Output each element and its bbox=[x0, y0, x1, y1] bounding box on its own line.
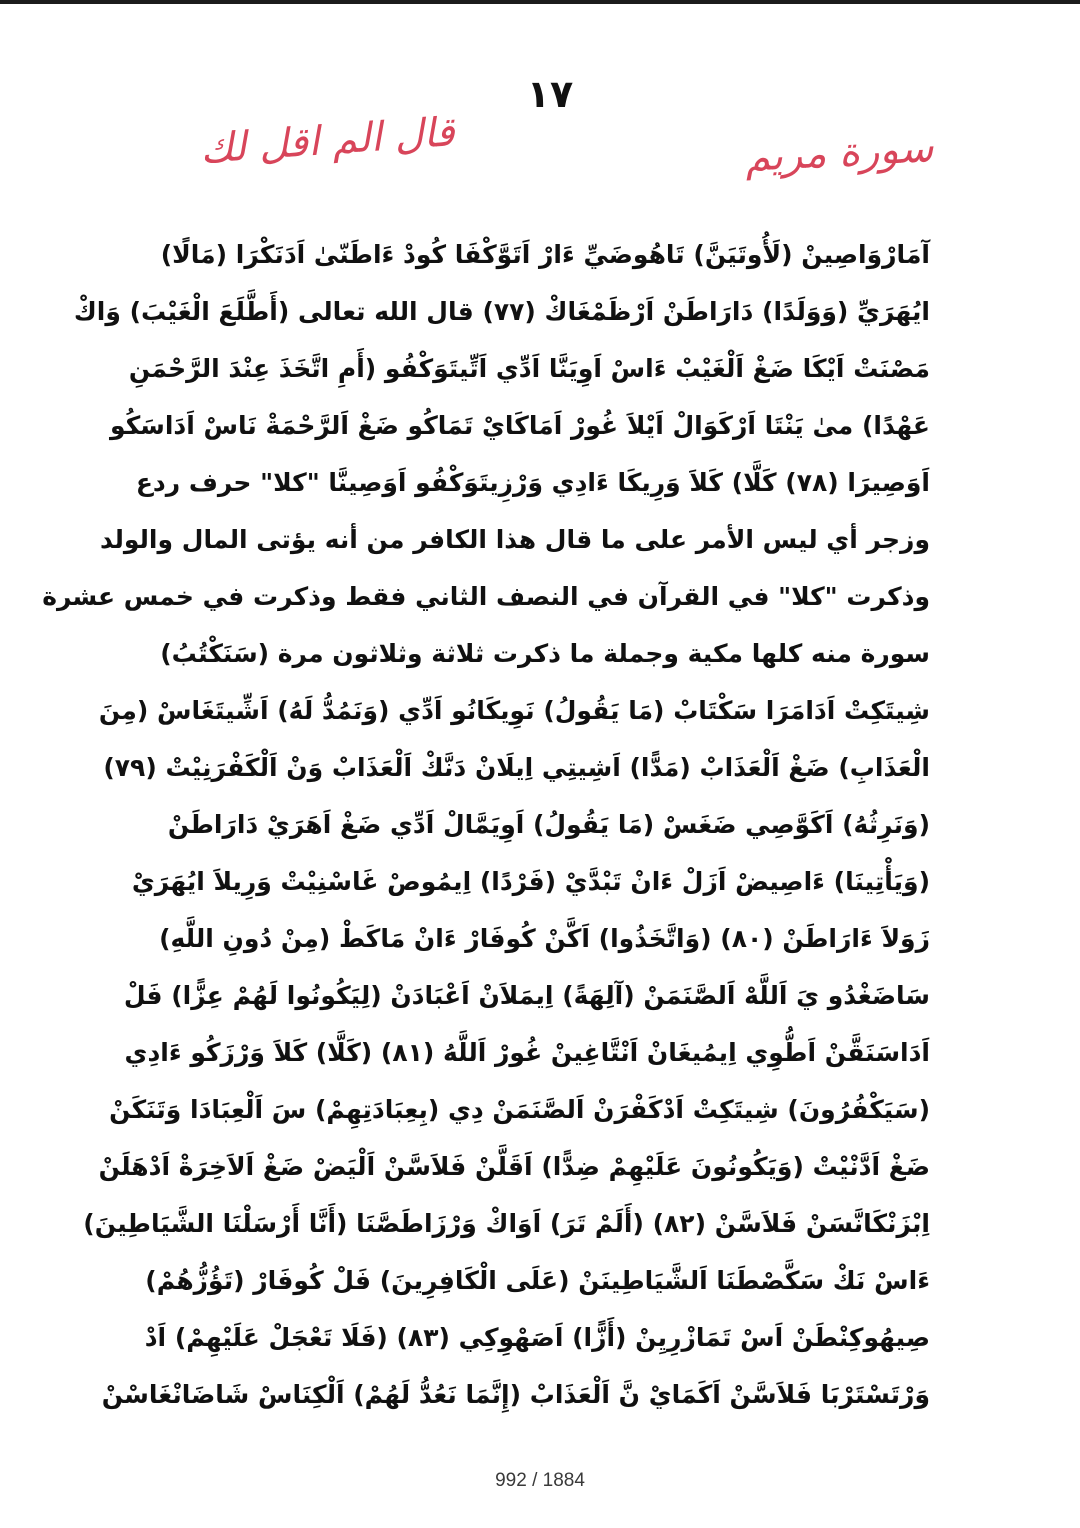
text-line: اِبْزَنْكَانَّسَنْ فَلاَسَّنْ (٨٢) (أَلَمْ تَرَ) اَوَاكْ وَرْزَاطَصَّنَا (أَنَّا أَرْسَلْنَا الشَّيَاطِينَ) bbox=[83, 1209, 930, 1238]
text-line: الْعَذَابِ) ضَغْ اَلْعَذَابْ (مَدًّا) اَشِيتِي اِيلَانْ دَنَّكْ اَلْعَذَابْ وَنْ اَلْكَفْرَنِيْتْ (٧٩) bbox=[103, 753, 930, 782]
text-line: ءَاسْ نَكْ سَكَّصْطَنَا اَلشَّيَاطِينَنْ (عَلَى الْكَافِرِينَ) فَلْ كُوفَارْ (تَؤُزُّهُمْ) bbox=[145, 1266, 930, 1295]
text-line: مَصْنَتْ اَيْكَا ضَغْ اَلْغَيْبْ ءَاسْ اَوِيَنَّا اَدِّي اَتِّيتَوَكْفُو (أَمِ اتَّخَذَ عِنْدَ الرَّحْمَنِ bbox=[128, 354, 930, 383]
text-line: سورة منه كلها مكية وجملة ما ذكرت ثلاثة وثلاثون مرة (سَنَكْتُبُ) bbox=[160, 639, 930, 668]
text-line: (وَيَأْتِينَا) ءَاصِيضْ اَزَلْ ءَانْ تَبْدَّيْ (فَرْدًا) اِيمُوصْ غَاسْنِيْتْ وَرِيلاَ ايُهَرَيْ bbox=[131, 867, 930, 896]
text-line: وذكرت "كلا" في القرآن في النصف الثاني فقط وذكرت في خمس عشرة bbox=[42, 582, 930, 611]
text-line: ايُهَرَيِّ (وَوَلَدًا) دَارَاطَنْ اَرْظَمْغَاكْ (٧٧) قال الله تعالى (أَطَّلَعَ الْغَيْبَ) وَاكْ bbox=[73, 297, 930, 326]
text-line: (وَنَرِثُهُ) اَكَوَّصِي ضَغَسْ (مَا يَقُولُ) اَوِيَمَّالْ اَدِّي ضَغْ اَهَرَيْ دَارَاطَنْ bbox=[167, 810, 930, 839]
text-line: صِيهُوكِنْطَنْ اَسْ تَمَازْرِيِنْ (أَزًّا) اَصَهْوِكِي (٨٣) (فَلَا تَعْجَلْ عَلَيْهِمْ) اَدْ bbox=[144, 1323, 930, 1352]
text-line: زَوَلاَ ءَارَاطَنْ (٨٠) (وَاتَّخَذُوا) اَكَّنْ كُوفَارْ ءَانْ مَاكَطْ (مِنْ دُونِ اللَّهِ) bbox=[159, 924, 930, 953]
text-line: وزجر أي ليس الأمر على ما قال هذا الكافر من أنه يؤتى المال والولد bbox=[100, 525, 930, 554]
text-line: شِيتَكِتْ اَدَامَرَا سَكْتَابْ (مَا يَقُولُ) نَوِيكَانُو اَدِّي (وَنَمُدُّ لَهُ) اَشِّيتَغَاسْ (مِنَ bbox=[98, 696, 930, 725]
text-line: سَاضَغْدُو يَ اَللَّهْ اَلصَّنَمَنْ (آلِهَةً) اِيمَلاَنْ اَعْبَادَنْ (لِيَكُونُوا لَهُمْ عِزًّا) فَلْ bbox=[123, 981, 930, 1010]
text-line: اَوَصِيرَا (٧٨) كَلَّا) كَلاَ وَرِيكَا ءَادِي وَرْزِيتَوَكْفُو اَوَصِينَّا "كلا" حرف ردع bbox=[135, 468, 930, 497]
page-number: ١٧ bbox=[526, 72, 574, 116]
text-line: (سَيَكْفُرُونَ) شِيتَكِتْ اَدْكَفْرَنْ اَلصَّنَمَنْ دِي (بِعِبَادَتِهِمْ) سَ اَلْعِبَادَا وَتَنَكَنْ bbox=[109, 1095, 930, 1124]
text-line: عَهْدًا) مىٰ يَنْتَا اَرْكَوَالْ اَيْلاَ غُورْ اَمَاكَايْ تَمَاكُو ضَغْ اَلرَّحْمَةْ نَاسْ اَدَاسَكُو bbox=[110, 411, 930, 440]
text-line: اَدَاسَنَقَّنْ اَطُّوِي اِيمُيغَانْ اَنْتَّاغِينْ غُورْ اَللَّهُ (٨١) (كَلَّا) كَلاَ وَرْزَكُو ءَادِي bbox=[124, 1038, 930, 1067]
text-line: وَرْتَسْتَرْبَا فَلاَسَّنْ اَكَمَايْ نَّ اَلْعَذَابْ (إِنَّمَا نَعُدُّ لَهُمْ) اَلْكِنَاسْ شَاضَانْغَاسْنْ bbox=[101, 1380, 930, 1409]
text-line: آمَارْوَاصِينْ (لَأُوتَيَنَّ) تَاهُوضَيِّ ءَارْ اَتَوَّكْفَا كُودْ ءَاطَنّىٰ اَدَنَكْرَا (مَالًا) bbox=[160, 240, 930, 269]
handwritten-surah-name: سورة مريم bbox=[743, 125, 935, 181]
page-counter: 992 / 1884 bbox=[495, 1470, 585, 1491]
handwritten-note-left: قال الم اقل لك bbox=[198, 109, 457, 173]
page-header bbox=[0, 0, 1080, 200]
page-body-text bbox=[42, 226, 930, 1409]
text-line: ضَغْ اَدَّنْيْتْ (وَيَكُونُونَ عَلَيْهِمْ ضِدًّا) اَقَلَّنْ فَلاَسَّنْ اَلْيَضْ ضَغْ اَلاَخِرَةْ اَدْهَلَنْ bbox=[98, 1152, 930, 1181]
